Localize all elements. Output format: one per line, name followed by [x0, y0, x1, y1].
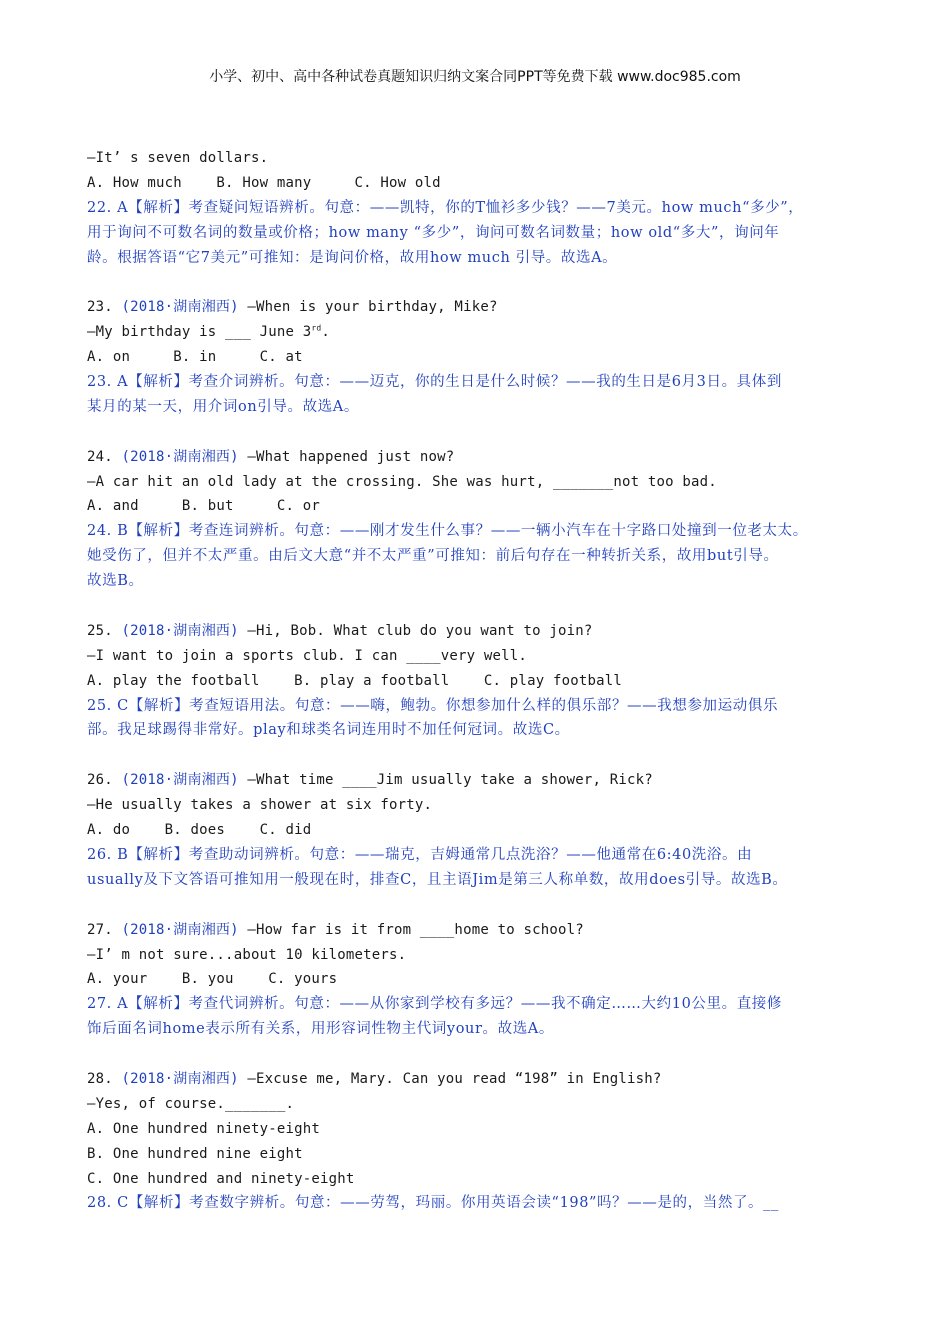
question-text: —How far is it from ____home to school?: [238, 921, 584, 938]
page-header: 小学、初中、高中各种试卷真题知识归纳文案合同PPT等免费下载 www.doc985.com: [209, 69, 741, 85]
question-24: [87, 445, 877, 470]
ordinal-suffix: rd: [311, 323, 322, 333]
options-line: A. How much B. How many C. How old: [87, 174, 441, 191]
options-line: A. your B. you C. yours: [87, 971, 338, 988]
document-body: [87, 146, 877, 1216]
question-source: (2018·湖南湘西): [121, 772, 239, 789]
text-span: —My birthday is ___ June 3: [87, 324, 312, 341]
question-number: 27.: [87, 921, 122, 938]
text-line: —I’ m not sure...about 10 kilometers.: [87, 946, 407, 963]
question-number: 23.: [87, 299, 122, 316]
question-number: 24.: [87, 448, 122, 465]
question-28: [87, 1067, 877, 1092]
question-source: (2018·湖南湘西): [121, 622, 239, 639]
text-span: .: [321, 324, 331, 341]
answer-line: 部。我足球踢得非常好。play和球类名词连用时不加任何冠词。故选C。: [87, 722, 570, 739]
question-text: —Hi, Bob. What club do you want to join?: [238, 622, 593, 639]
answer-line: 用于询问不可数名词的数量或价格；how many “多少”，询问可数名词数量；how old“多大”，询问年: [87, 224, 780, 241]
question-text: —What time ____Jim usually take a shower, Rick?: [238, 772, 653, 789]
answer-line: 龄。根据答语“它7美元”可推知：是询问价格，故用how much 引导。故选A。: [87, 249, 618, 266]
question-number: 28.: [87, 1070, 122, 1087]
question-number: 25.: [87, 622, 122, 639]
answer-line: usually及下文答语可推知用一般现在时，排查C，且主语Jim是第三人称单数，故用does引导。故选B。: [87, 871, 788, 888]
text-line: —A car hit an old lady at the crossing. She was hurt, _______not too bad.: [87, 473, 717, 490]
question-source: (2018·湖南湘西): [121, 1070, 239, 1087]
answer-line: 23. A【解析】考查介词辨析。句意：——迈克，你的生日是什么时候？——我的生日是6月3日。具体到: [87, 374, 782, 391]
answer-line: 28. C【解析】考查数字辨析。句意：——劳驾，玛丽。你用英语会读“198”吗？——是的，当然了。__: [87, 1195, 779, 1212]
answer-line: 26. B【解析】考查助动词辨析。句意：——瑞克，吉姆通常几点洗浴？——他通常在6:40洗浴。由: [87, 846, 753, 863]
answer-line: 22. A【解析】考查疑问短语辨析。句意：——凯特，你的T恤衫多少钱？——7美元。how much“多少”，: [87, 199, 804, 216]
question-source: (2018·湖南湘西): [121, 448, 239, 465]
question-text: —What happened just now?: [238, 448, 455, 465]
options-line: A. do B. does C. did: [87, 822, 312, 839]
answer-line: 某月的某一天，用介词on引导。故选A。: [87, 398, 359, 415]
options-line: A. and B. but C. or: [87, 498, 320, 515]
question-number: 26.: [87, 772, 122, 789]
text-line: —I want to join a sports club. I can ____very well.: [87, 647, 528, 664]
question-23: [87, 295, 877, 320]
option-a: A. One hundred ninety-eight: [87, 1120, 320, 1137]
question-text: —Excuse me, Mary. Can you read “198” in English?: [238, 1070, 662, 1087]
answer-line: 饰后面名词home表示所有关系，用形容词性物主代词your。故选A。: [87, 1021, 554, 1038]
option-c: C. One hundred and ninety-eight: [87, 1170, 355, 1187]
text-line: —Yes, of course._______.: [87, 1095, 295, 1112]
text-line: —He usually takes a shower at six forty.: [87, 797, 433, 814]
text-line: —It’ s seven dollars.: [87, 150, 269, 166]
answer-line: 27. A【解析】考查代词辨析。句意：——从你家到学校有多远？——我不确定……大约10公里。直接修: [87, 996, 782, 1013]
options-line: A. on B. in C. at: [87, 349, 303, 366]
answer-line: 25. C【解析】考查短语用法。句意：——嗨，鲍勃。你想参加什么样的俱乐部？——我想参加运动俱乐: [87, 697, 779, 714]
option-b: B. One hundred nine eight: [87, 1145, 303, 1162]
question-26: [87, 768, 877, 793]
text-line: [87, 320, 877, 345]
question-text: —When is your birthday, Mike?: [238, 299, 498, 316]
options-line: A. play the football B. play a football C. play football: [87, 672, 622, 689]
question-source: (2018·湖南湘西): [121, 299, 239, 316]
question-source: (2018·湖南湘西): [121, 921, 239, 938]
question-27: [87, 918, 877, 943]
answer-line: 24. B【解析】考查连词辨析。句意：——刚才发生什么事？——一辆小汽车在十字路口处撞到一位老太太。: [87, 523, 808, 540]
answer-line: 故选B。: [87, 573, 144, 590]
answer-line: 她受伤了，但并不太严重。由后文大意“并不太严重”可推知：前后句存在一种转折关系，故用but引导。: [87, 548, 779, 565]
question-25: [87, 619, 877, 644]
